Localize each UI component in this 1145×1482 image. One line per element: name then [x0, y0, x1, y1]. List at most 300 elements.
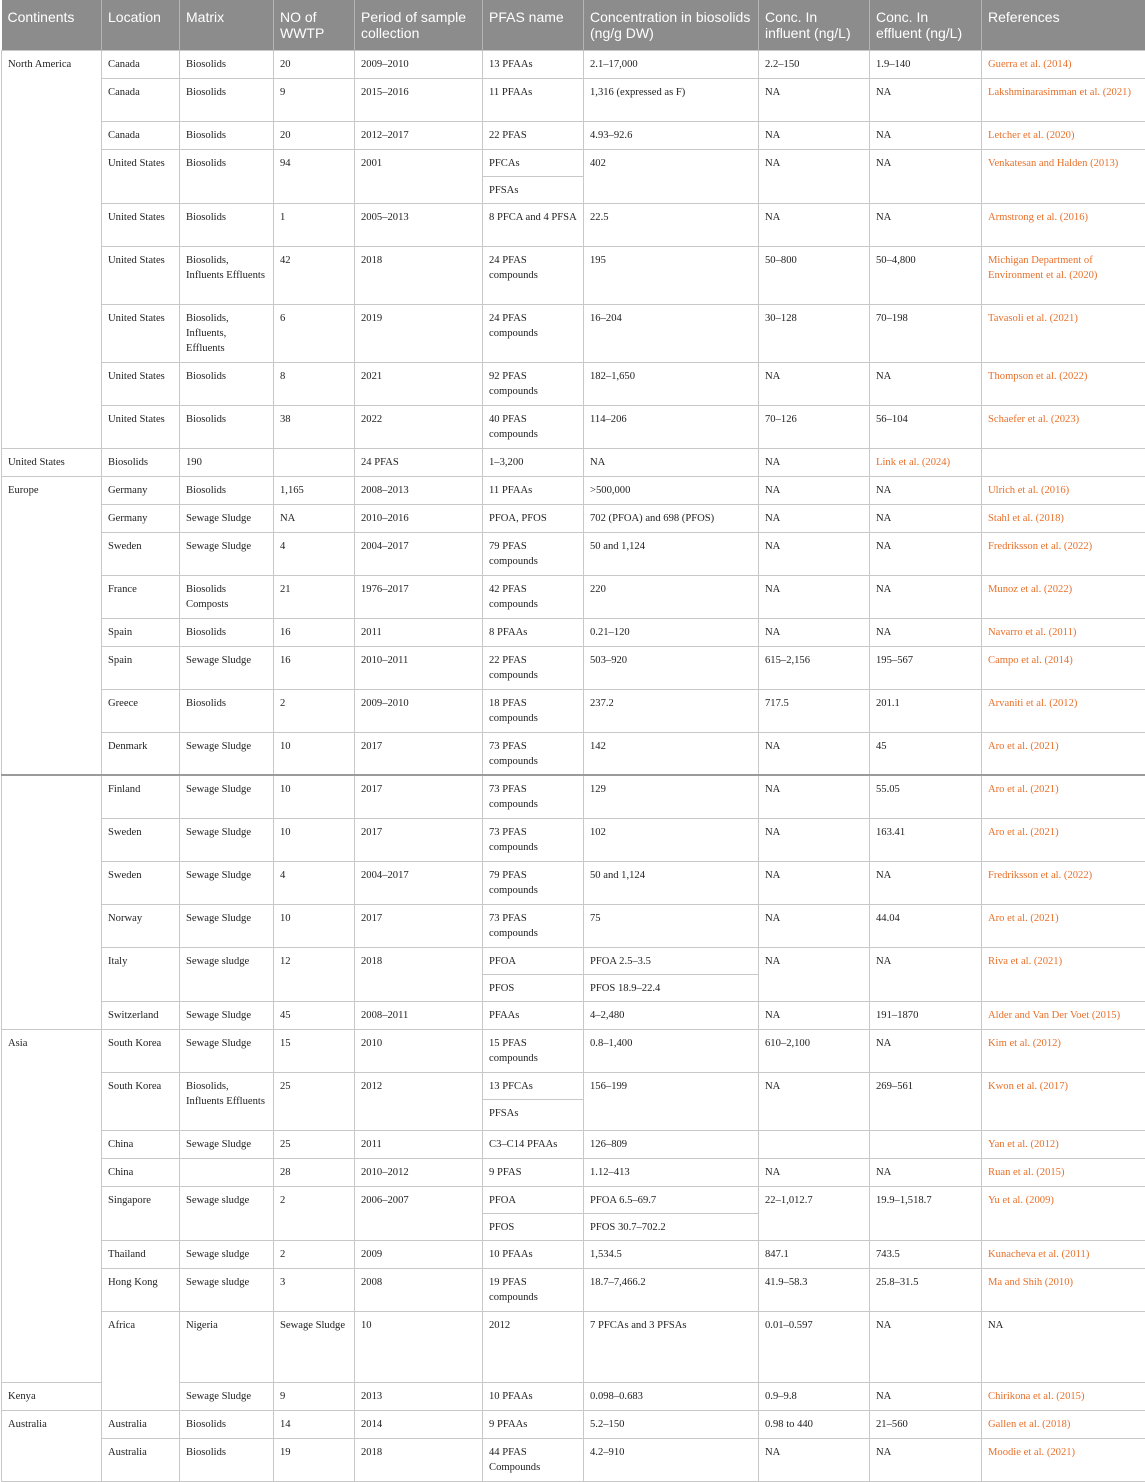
- pfas-name-cell: 19 PFAS compounds: [483, 1268, 584, 1311]
- pfas-name-cell: 24 PFAS compounds: [483, 246, 584, 304]
- influent-cell: 0.98 to 440: [759, 1410, 870, 1438]
- pfas-name-cell: 73 PFAS compounds: [483, 732, 584, 775]
- continent-cell: North America: [2, 50, 102, 448]
- col-header-location: Location: [102, 0, 180, 50]
- reference-link[interactable]: Campo et al. (2014): [982, 646, 1145, 689]
- concentration-cell: 1.12–413: [584, 1158, 759, 1186]
- wwtp-cell: 25: [274, 1130, 355, 1158]
- influent-cell: 0.9–9.8: [759, 1382, 870, 1410]
- wwtp-cell: 10: [355, 1311, 483, 1382]
- location-cell: Germany: [102, 504, 180, 532]
- influent-cell: NA: [759, 861, 870, 904]
- matrix-cell: Biosolids: [180, 121, 274, 149]
- matrix-cell: Sewage Sludge: [180, 818, 274, 861]
- effluent-cell: NA: [870, 1382, 982, 1410]
- pfas-name-cell: 18 PFAS compounds: [483, 689, 584, 732]
- concentration-cell: 4.93–92.6: [584, 121, 759, 149]
- pfas-name-cell: C3–C14 PFAAs: [483, 1130, 584, 1158]
- period-cell: 2015–2016: [355, 78, 483, 121]
- influent-cell: 615–2,156: [759, 646, 870, 689]
- pfas-name-cell: 11 PFAAs: [483, 78, 584, 121]
- matrix-cell: Sewage sludge: [180, 1240, 274, 1268]
- reference-link[interactable]: Yu et al. (2009): [982, 1186, 1145, 1240]
- wwtp-cell: 38: [274, 405, 355, 448]
- matrix-cell: Sewage sludge: [180, 1268, 274, 1311]
- influent-cell: NA: [759, 1158, 870, 1186]
- influent-cell: 847.1: [759, 1240, 870, 1268]
- concentration-cell: 129: [584, 775, 759, 818]
- period-cell: 2004–2017: [355, 532, 483, 575]
- pfas-biosolids-table: [1, 0, 1145, 1482]
- pfas-name-cell: PFOS: [483, 1213, 584, 1240]
- influent-cell: 717.5: [759, 689, 870, 732]
- header-row: [2, 0, 1145, 50]
- wwtp-cell: NA: [274, 504, 355, 532]
- reference-link[interactable]: Ulrich et al. (2016): [982, 476, 1145, 504]
- effluent-cell: NA: [870, 575, 982, 618]
- period-cell: 2006–2007: [355, 1186, 483, 1240]
- location-cell: United States: [2, 448, 102, 476]
- period-cell: 2008: [355, 1268, 483, 1311]
- matrix-cell: Biosolids: [180, 689, 274, 732]
- concentration-cell: 114–206: [584, 405, 759, 448]
- pfas-name-cell: 44 PFAS Compounds: [483, 1438, 584, 1481]
- wwtp-cell: 10: [274, 775, 355, 818]
- wwtp-cell: 10: [274, 818, 355, 861]
- pfas-name-cell: 73 PFAS compounds: [483, 775, 584, 818]
- matrix-cell: Sewage Sludge: [180, 1029, 274, 1072]
- pfas-name-cell: 11 PFAAs: [483, 476, 584, 504]
- effluent-cell: 55.05: [870, 775, 982, 818]
- period-cell: 2012–2017: [355, 121, 483, 149]
- pfas-name-cell: 8 PFAAs: [483, 618, 584, 646]
- pfas-name-cell: 7 PFCAs and 3 PFSAs: [584, 1311, 759, 1382]
- wwtp-cell: 10: [274, 904, 355, 947]
- concentration-cell: >500,000: [584, 476, 759, 504]
- period-cell: 2010–2011: [355, 646, 483, 689]
- influent-cell: NA: [759, 121, 870, 149]
- effluent-cell: NA: [759, 448, 870, 476]
- effluent-cell: NA: [870, 1438, 982, 1481]
- influent-cell: NA: [759, 732, 870, 775]
- location-cell: United States: [102, 405, 180, 448]
- location-cell: Switzerland: [102, 1001, 180, 1029]
- reference-link[interactable]: Venkatesan and Halden (2013): [982, 149, 1145, 203]
- location-cell: Italy: [102, 947, 180, 1001]
- matrix-cell: Biosolids: [180, 78, 274, 121]
- reference-link[interactable]: Ma and Shih (2010): [982, 1268, 1145, 1311]
- location-cell: United States: [102, 149, 180, 203]
- pfas-name-cell: 24 PFAS compounds: [483, 304, 584, 362]
- location-cell: South Korea: [102, 1029, 180, 1072]
- effluent-cell: 269–561: [870, 1072, 982, 1130]
- reference-link[interactable]: Letcher et al. (2020): [982, 121, 1145, 149]
- concentration-cell: 142: [584, 732, 759, 775]
- reference-link[interactable]: Moodie et al. (2021): [982, 1438, 1145, 1481]
- concentration-cell: 402: [584, 149, 759, 203]
- location-cell: Australia: [102, 1410, 180, 1438]
- influent-cell: NA: [759, 1001, 870, 1029]
- location-cell: Canada: [102, 50, 180, 78]
- concentration-cell: 126–809: [584, 1130, 759, 1158]
- location-cell: Denmark: [102, 732, 180, 775]
- location-cell: Spain: [102, 646, 180, 689]
- concentration-cell: PFOS 30.7–702.2: [584, 1213, 759, 1240]
- reference-link[interactable]: Lakshminarasimman et al. (2021): [982, 78, 1145, 121]
- wwtp-cell: 2: [274, 1240, 355, 1268]
- period-cell: 2014: [355, 1410, 483, 1438]
- matrix-cell: Biosolids, Influents Effluents: [180, 246, 274, 304]
- concentration-cell: PFOA 2.5–3.5: [584, 947, 759, 974]
- pfas-name-cell: 40 PFAS compounds: [483, 405, 584, 448]
- reference-link[interactable]: Gallen et al. (2018): [982, 1410, 1145, 1438]
- wwtp-cell: 42: [274, 246, 355, 304]
- wwtp-cell: 190: [180, 448, 274, 476]
- effluent-cell: 163.41: [870, 818, 982, 861]
- concentration-cell: 75: [584, 904, 759, 947]
- col-header-continents: Continents: [2, 0, 102, 50]
- pfas-name-cell: 42 PFAS compounds: [483, 575, 584, 618]
- matrix-cell: Sewage Sludge: [180, 1130, 274, 1158]
- concentration-cell: 4–2,480: [584, 1001, 759, 1029]
- effluent-cell: 45: [870, 732, 982, 775]
- reference-link[interactable]: Aro et al. (2021): [982, 732, 1145, 775]
- wwtp-cell: 1,165: [274, 476, 355, 504]
- period-cell: 2017: [355, 904, 483, 947]
- concentration-cell: 1–3,200: [483, 448, 584, 476]
- period-cell: [274, 448, 355, 476]
- col-header-wwtp: NO of WWTP: [274, 0, 355, 50]
- effluent-cell: NA: [870, 861, 982, 904]
- period-cell: 2009: [355, 1240, 483, 1268]
- concentration-cell: 18.7–7,466.2: [584, 1268, 759, 1311]
- period-cell: 2011: [355, 618, 483, 646]
- wwtp-cell: 2: [274, 1186, 355, 1240]
- pfas-name-cell: PFOS: [483, 974, 584, 1001]
- effluent-cell: [870, 1130, 982, 1158]
- pfas-name-cell: 73 PFAS compounds: [483, 818, 584, 861]
- matrix-cell: Biosolids: [180, 203, 274, 246]
- location-cell: Thailand: [102, 1240, 180, 1268]
- concentration-cell: 16–204: [584, 304, 759, 362]
- effluent-cell: NA: [870, 1029, 982, 1072]
- reference-link[interactable]: Munoz et al. (2022): [982, 575, 1145, 618]
- concentration-cell: 0.8–1,400: [584, 1029, 759, 1072]
- matrix-cell: Sewage sludge: [180, 1186, 274, 1240]
- location-cell: Sweden: [102, 861, 180, 904]
- effluent-cell: 201.1: [870, 689, 982, 732]
- wwtp-cell: 28: [274, 1158, 355, 1186]
- location-cell: Hong Kong: [102, 1268, 180, 1311]
- effluent-cell: 70–198: [870, 304, 982, 362]
- effluent-cell: NA: [870, 149, 982, 203]
- pfas-name-cell: PFOA, PFOS: [483, 504, 584, 532]
- col-header-matrix: Matrix: [180, 0, 274, 50]
- pfas-name-cell: 15 PFAS compounds: [483, 1029, 584, 1072]
- matrix-cell: Sewage Sludge: [180, 646, 274, 689]
- period-cell: 2021: [355, 362, 483, 405]
- matrix-cell: Sewage Sludge: [180, 775, 274, 818]
- period-cell: 2005–2013: [355, 203, 483, 246]
- concentration-cell: 50 and 1,124: [584, 861, 759, 904]
- concentration-cell: 2.1–17,000: [584, 50, 759, 78]
- pfas-name-cell: 9 PFAAs: [483, 1410, 584, 1438]
- concentration-cell: 503–920: [584, 646, 759, 689]
- period-cell: 2018: [355, 947, 483, 1001]
- wwtp-cell: 20: [274, 50, 355, 78]
- wwtp-cell: 8: [274, 362, 355, 405]
- reference-link[interactable]: Navarro et al. (2011): [982, 618, 1145, 646]
- matrix-cell: Biosolids: [180, 1410, 274, 1438]
- period-cell: 2017: [355, 732, 483, 775]
- location-cell: United States: [102, 304, 180, 362]
- wwtp-cell: 4: [274, 532, 355, 575]
- effluent-cell: NA: [870, 121, 982, 149]
- pfas-name-cell: 8 PFCA and 4 PFSA: [483, 203, 584, 246]
- influent-cell: 50–800: [759, 246, 870, 304]
- matrix-cell: Biosolids, Influents, Effluents: [180, 304, 274, 362]
- reference-link[interactable]: Aro et al. (2021): [982, 818, 1145, 861]
- reference-link[interactable]: Riva et al. (2021): [982, 947, 1145, 1001]
- location-cell: Finland: [102, 775, 180, 818]
- concentration-cell: 0.098–0.683: [584, 1382, 759, 1410]
- effluent-cell: 19.9–1,518.7: [870, 1186, 982, 1240]
- period-cell: 2009–2010: [355, 50, 483, 78]
- reference-link[interactable]: Guerra et al. (2014): [982, 50, 1145, 78]
- location-cell: Greece: [102, 689, 180, 732]
- period-cell: 2009–2010: [355, 689, 483, 732]
- reference-link[interactable]: Ruan et al. (2015): [982, 1158, 1145, 1186]
- reference-link[interactable]: Thompson et al. (2022): [982, 362, 1145, 405]
- influent-cell: NA: [759, 504, 870, 532]
- location-cell: Canada: [102, 78, 180, 121]
- period-cell: 2001: [355, 149, 483, 203]
- concentration-cell: 5.2–150: [584, 1410, 759, 1438]
- influent-cell: NA: [759, 904, 870, 947]
- pfas-name-cell: PFSAs: [483, 176, 584, 203]
- influent-cell: NA: [870, 1311, 982, 1382]
- matrix-cell: Biosolids: [180, 618, 274, 646]
- wwtp-cell: 20: [274, 121, 355, 149]
- location-cell: Kenya: [2, 1382, 102, 1410]
- matrix-cell: Sewage Sludge: [180, 732, 274, 775]
- wwtp-cell: 9: [274, 1382, 355, 1410]
- location-cell: United States: [102, 362, 180, 405]
- concentration-cell: 156–199: [584, 1072, 759, 1130]
- col-header-influent: Conc. In influent (ng/L): [759, 0, 870, 50]
- col-header-concentration: Concentration in biosolids (ng/g DW): [584, 0, 759, 50]
- matrix-cell: Sewage Sludge: [180, 1001, 274, 1029]
- location-cell: China: [102, 1130, 180, 1158]
- concentration-cell: PFOA 6.5–69.7: [584, 1186, 759, 1213]
- reference-link[interactable]: Aro et al. (2021): [982, 904, 1145, 947]
- reference-link[interactable]: Kim et al. (2012): [982, 1029, 1145, 1072]
- matrix-cell: Biosolids: [180, 362, 274, 405]
- influent-cell: 610–2,100: [759, 1029, 870, 1072]
- concentration-cell: 195: [584, 246, 759, 304]
- pfas-name-cell: PFAAs: [483, 1001, 584, 1029]
- matrix-cell: Sewage Sludge: [180, 1382, 274, 1410]
- reference-link[interactable]: Arvaniti et al. (2012): [982, 689, 1145, 732]
- col-header-pfas-name: PFAS name: [483, 0, 584, 50]
- period-cell: 2004–2017: [355, 861, 483, 904]
- pfas-name-cell: 79 PFAS compounds: [483, 861, 584, 904]
- location-cell: Germany: [102, 476, 180, 504]
- period-cell: 2008–2013: [355, 476, 483, 504]
- influent-cell: NA: [759, 818, 870, 861]
- concentration-cell: 1,316 (expressed as F): [584, 78, 759, 121]
- matrix-cell: Sewage Sludge: [180, 532, 274, 575]
- effluent-cell: NA: [870, 947, 982, 1001]
- concentration-cell: 50 and 1,124: [584, 532, 759, 575]
- location-cell: Norway: [102, 904, 180, 947]
- wwtp-cell: 9: [274, 78, 355, 121]
- matrix-cell: Biosolids, Influents Effluents: [180, 1072, 274, 1130]
- reference-link[interactable]: Tavasoli et al. (2021): [982, 304, 1145, 362]
- continent-cell: Australia: [2, 1410, 102, 1481]
- concentration-cell: 102: [584, 818, 759, 861]
- wwtp-cell: 45: [274, 1001, 355, 1029]
- concentration-cell: 220: [584, 575, 759, 618]
- effluent-cell: NA: [870, 78, 982, 121]
- matrix-cell: Biosolids: [102, 448, 180, 476]
- wwtp-cell: 10: [274, 732, 355, 775]
- effluent-cell: NA: [870, 203, 982, 246]
- location-cell: United States: [102, 203, 180, 246]
- reference-link[interactable]: Chirikona et al. (2015): [982, 1382, 1145, 1410]
- concentration-cell: PFOS 18.9–22.4: [584, 974, 759, 1001]
- reference-link[interactable]: Fredriksson et al. (2022): [982, 532, 1145, 575]
- period-cell: 2017: [355, 818, 483, 861]
- effluent-cell: 50–4,800: [870, 246, 982, 304]
- effluent-cell: NA: [870, 1158, 982, 1186]
- location-cell: United States: [102, 246, 180, 304]
- influent-cell: NA: [759, 618, 870, 646]
- wwtp-cell: 3: [274, 1268, 355, 1311]
- period-cell: 2010–2016: [355, 504, 483, 532]
- wwtp-cell: 12: [274, 947, 355, 1001]
- matrix-cell: [180, 1158, 274, 1186]
- effluent-cell: 191–1870: [870, 1001, 982, 1029]
- wwtp-cell: 19: [274, 1438, 355, 1481]
- period-cell: 2011: [355, 1130, 483, 1158]
- wwtp-cell: 2: [274, 689, 355, 732]
- influent-cell: NA: [759, 947, 870, 1001]
- pfas-name-cell: 24 PFAS: [355, 448, 483, 476]
- influent-cell: 22–1,012.7: [759, 1186, 870, 1240]
- effluent-cell: 44.04: [870, 904, 982, 947]
- reference-link[interactable]: Fredriksson et al. (2022): [982, 861, 1145, 904]
- effluent-cell: NA: [870, 476, 982, 504]
- matrix-cell: Biosolids: [180, 476, 274, 504]
- influent-cell: NA: [759, 575, 870, 618]
- reference-link[interactable]: Link et al. (2024): [870, 448, 982, 476]
- wwtp-cell: 25: [274, 1072, 355, 1130]
- influent-cell: 70–126: [759, 405, 870, 448]
- pfas-name-cell: 22 PFAS: [483, 121, 584, 149]
- location-cell: Australia: [102, 1438, 180, 1481]
- continent-cell: Asia: [2, 1029, 102, 1382]
- reference-link[interactable]: Schaefer et al. (2023): [982, 405, 1145, 448]
- matrix-cell: Sewage Sludge: [180, 504, 274, 532]
- matrix-cell: Biosolids Composts: [180, 575, 274, 618]
- reference-link[interactable]: Kunacheva et al. (2011): [982, 1240, 1145, 1268]
- col-header-period: Period of sample collection: [355, 0, 483, 50]
- continent-cell: Africa: [102, 1311, 180, 1410]
- concentration-cell: 22.5: [584, 203, 759, 246]
- reference-link[interactable]: Armstrong et al. (2016): [982, 203, 1145, 246]
- matrix-cell: Sewage Sludge: [180, 861, 274, 904]
- reference-link[interactable]: Yan et al. (2012): [982, 1130, 1145, 1158]
- matrix-cell: Sewage Sludge: [180, 904, 274, 947]
- reference-link[interactable]: Michigan Department of Environment et al. (2020): [982, 246, 1145, 304]
- period-cell: 2010: [355, 1029, 483, 1072]
- concentration-cell: 4.2–910: [584, 1438, 759, 1481]
- reference-link[interactable]: Aro et al. (2021): [982, 775, 1145, 818]
- wwtp-cell: 1: [274, 203, 355, 246]
- reference-link[interactable]: Alder and Van Der Voet (2015): [982, 1001, 1145, 1029]
- pfas-name-cell: PFSAs: [483, 1099, 584, 1130]
- pfas-name-cell: 73 PFAS compounds: [483, 904, 584, 947]
- col-header-effluent: Conc. In effluent (ng/L): [870, 0, 982, 50]
- matrix-cell: Biosolids: [180, 149, 274, 203]
- effluent-cell: 1.9–140: [870, 50, 982, 78]
- location-cell: South Korea: [102, 1072, 180, 1130]
- reference-link[interactable]: Stahl et al. (2018): [982, 504, 1145, 532]
- influent-cell: NA: [759, 775, 870, 818]
- period-cell: 2008–2011: [355, 1001, 483, 1029]
- pfas-name-cell: 22 PFAS compounds: [483, 646, 584, 689]
- concentration-cell: 0.21–120: [584, 618, 759, 646]
- period-cell: 2010–2012: [355, 1158, 483, 1186]
- influent-cell: NA: [759, 203, 870, 246]
- influent-cell: NA: [759, 476, 870, 504]
- location-cell: Nigeria: [180, 1311, 274, 1382]
- period-cell: 2019: [355, 304, 483, 362]
- matrix-cell: Biosolids: [180, 50, 274, 78]
- matrix-cell: Biosolids: [180, 1438, 274, 1481]
- matrix-cell: Sewage Sludge: [274, 1311, 355, 1382]
- influent-cell: 30–128: [759, 304, 870, 362]
- pfas-name-cell: 10 PFAAs: [483, 1240, 584, 1268]
- effluent-cell: 56–104: [870, 405, 982, 448]
- pfas-name-cell: 13 PFCAs: [483, 1072, 584, 1099]
- influent-cell: NA: [759, 78, 870, 121]
- concentration-cell: 182–1,650: [584, 362, 759, 405]
- concentration-cell: 702 (PFOA) and 698 (PFOS): [584, 504, 759, 532]
- pfas-name-cell: 9 PFAS: [483, 1158, 584, 1186]
- reference-link[interactable]: Kwon et al. (2017): [982, 1072, 1145, 1130]
- effluent-cell: NA: [870, 532, 982, 575]
- period-cell: 2018: [355, 1438, 483, 1481]
- effluent-cell: NA: [982, 1311, 1145, 1382]
- pfas-name-cell: 92 PFAS compounds: [483, 362, 584, 405]
- pfas-name-cell: 79 PFAS compounds: [483, 532, 584, 575]
- effluent-cell: 195–567: [870, 646, 982, 689]
- period-cell: 2022: [355, 405, 483, 448]
- wwtp-cell: 16: [274, 618, 355, 646]
- wwtp-cell: 94: [274, 149, 355, 203]
- pfas-name-cell: 10 PFAAs: [483, 1382, 584, 1410]
- influent-cell: [759, 1130, 870, 1158]
- pfas-name-cell: PFOA: [483, 947, 584, 974]
- period-cell: 2017: [355, 775, 483, 818]
- wwtp-cell: 16: [274, 646, 355, 689]
- effluent-cell: NA: [870, 504, 982, 532]
- effluent-cell: NA: [870, 362, 982, 405]
- influent-cell: NA: [759, 1072, 870, 1130]
- location-cell: Canada: [102, 121, 180, 149]
